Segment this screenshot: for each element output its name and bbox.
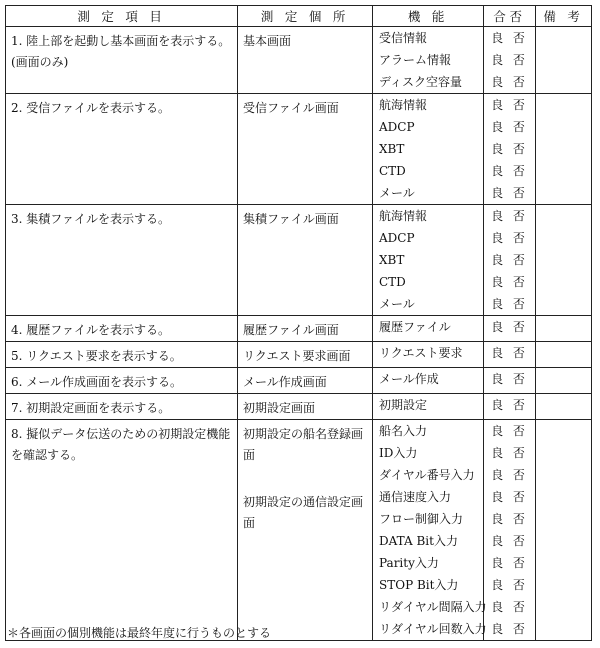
item-cell (6, 368, 238, 394)
function-item: ADCP (379, 120, 415, 134)
pass-fail-mark: 良 否 (491, 120, 528, 134)
pass-fail-cell (484, 368, 536, 394)
header-row (6, 6, 592, 27)
pass-fail-mark: 良 否 (491, 622, 528, 636)
function-item: 初期設定 (379, 398, 428, 412)
function-item: CTD (379, 275, 406, 289)
item-cell (6, 342, 238, 368)
function-item: リダイヤル間隔入力 (379, 600, 487, 614)
table-row (6, 368, 592, 394)
function-item: XBT (379, 142, 405, 156)
pass-fail-mark: 良 否 (491, 209, 528, 223)
location-text: 集積ファイル画面 (243, 212, 339, 226)
function-cell (373, 316, 484, 342)
pass-fail-mark: 良 否 (491, 600, 528, 614)
pass-fail-cell (484, 205, 536, 316)
inspection-table (5, 5, 592, 641)
location-cell (238, 394, 373, 420)
pass-fail-mark: 良 否 (491, 297, 528, 311)
function-item: DATA Bit入力 (379, 534, 458, 548)
remarks-cell (536, 420, 592, 641)
pass-fail-mark: 良 否 (491, 512, 528, 526)
pass-fail-mark: 良 否 (491, 31, 528, 45)
pass-fail-mark: 良 否 (491, 320, 528, 334)
item-text: 8. 擬似データ伝送のための初期設定機能を確認する。 (11, 427, 231, 462)
function-item: CTD (379, 164, 406, 178)
function-item: アラーム情報 (379, 53, 452, 67)
location-cell (238, 368, 373, 394)
pass-fail-mark: 良 否 (491, 75, 528, 89)
table-row (6, 342, 592, 368)
pass-fail-cell (484, 342, 536, 368)
pass-fail-mark: 良 否 (491, 398, 528, 412)
item-cell (6, 94, 238, 205)
function-cell (373, 368, 484, 394)
remarks-cell (536, 316, 592, 342)
pass-fail-mark: 良 否 (491, 186, 528, 200)
location-cell (238, 27, 373, 94)
header-item: 測 定 項 目 (6, 6, 238, 27)
pass-fail-mark: 良 否 (491, 446, 528, 460)
location-cell (238, 205, 373, 316)
remarks-cell (536, 394, 592, 420)
pass-fail-mark: 良 否 (491, 98, 528, 112)
item-text: 3. 集積ファイルを表示する。 (11, 212, 171, 226)
pass-fail-mark: 良 否 (491, 468, 528, 482)
header-pass-fail: 合否 (484, 6, 536, 27)
pass-fail-cell (484, 316, 536, 342)
item-text: 6. メール作成画面を表示する。 (11, 375, 183, 389)
location-text: 受信ファイル画面 (243, 101, 339, 115)
remarks-cell (536, 342, 592, 368)
pass-fail-mark: 良 否 (491, 231, 528, 245)
remarks-cell (536, 368, 592, 394)
table-row (6, 27, 592, 94)
location-text: メール作成画面 (243, 375, 327, 389)
function-cell (373, 420, 487, 641)
item-cell (6, 27, 238, 94)
header-location: 測 定 個 所 (238, 6, 373, 27)
pass-fail-mark: 良 否 (491, 164, 528, 178)
pass-fail-mark: 良 否 (491, 424, 528, 438)
table-row (6, 94, 592, 205)
table-body (6, 27, 592, 641)
pass-fail-cell (484, 420, 536, 641)
table-row (6, 316, 592, 342)
pass-fail-mark: 良 否 (491, 346, 528, 360)
pass-fail-mark: 良 否 (491, 142, 528, 156)
item-text: 1. 陸上部を起動し基本画面を表示する。(画面のみ) (11, 34, 231, 69)
pass-fail-mark: 良 否 (491, 53, 528, 67)
item-text: 5. リクエスト要求を表示する。 (11, 349, 182, 363)
pass-fail-mark: 良 否 (491, 253, 528, 267)
remarks-cell (536, 27, 592, 94)
table-row (6, 205, 592, 316)
function-cell (373, 205, 484, 316)
function-item: 履歴ファイル (379, 320, 451, 334)
pass-fail-mark: 良 否 (491, 534, 528, 548)
header-function: 機 能 (373, 6, 484, 27)
function-item: リダイヤル回数入力 (379, 622, 487, 636)
location-text: 初期設定画面 (243, 401, 316, 415)
function-cell (373, 27, 484, 94)
pass-fail-mark: 良 否 (491, 556, 528, 570)
item-text: 4. 履歴ファイルを表示する。 (11, 323, 171, 337)
location-text: 初期設定の船名登録画面 (243, 427, 364, 462)
item-cell (6, 316, 238, 342)
item-cell (6, 394, 238, 420)
function-cell (373, 342, 484, 368)
function-item: リクエスト要求 (379, 346, 463, 360)
pass-fail-cell (484, 394, 536, 420)
pass-fail-mark: 良 否 (491, 490, 528, 504)
location-text: 履歴ファイル画面 (243, 323, 339, 337)
function-item: Parity入力 (379, 556, 439, 570)
pass-fail-cell (484, 94, 536, 205)
function-item: ダイヤル番号入力 (379, 468, 475, 482)
location-cell (238, 420, 373, 641)
pass-fail-cell (484, 27, 536, 94)
remarks-cell (536, 205, 592, 316)
function-item: メール (379, 297, 415, 311)
pass-fail-mark: 良 否 (491, 372, 528, 386)
location-cell (238, 342, 373, 368)
item-text: 7. 初期設定画面を表示する。 (11, 401, 171, 415)
function-item: ディスク空容量 (379, 75, 463, 89)
pass-fail-mark: 良 否 (491, 578, 528, 592)
item-cell (6, 205, 238, 316)
item-text: 2. 受信ファイルを表示する。 (11, 101, 171, 115)
location-cell (238, 316, 373, 342)
header-remarks: 備 考 (536, 6, 592, 27)
function-cell (373, 94, 484, 205)
location-text-2: 初期設定の通信設定画面 (243, 495, 364, 530)
function-item: ID入力 (379, 446, 418, 460)
remarks-cell (536, 94, 592, 205)
footnote: ＊各画面の個別機能は最終年度に行うものとする (7, 626, 272, 640)
location-text: 基本画面 (243, 34, 292, 48)
function-cell (373, 394, 484, 420)
location-text: リクエスト要求画面 (243, 349, 351, 363)
function-item: 航海情報 (379, 98, 428, 112)
function-item: 船名入力 (379, 424, 428, 438)
function-item: メール作成 (379, 372, 439, 386)
function-item: ADCP (379, 231, 415, 245)
function-item: 受信情報 (379, 31, 428, 45)
function-item: フロー制御入力 (379, 512, 464, 526)
table-row (6, 420, 592, 641)
function-item: 通信速度入力 (379, 490, 452, 504)
function-item: XBT (379, 253, 405, 267)
function-item: STOP Bit入力 (379, 578, 459, 592)
function-item: 航海情報 (379, 209, 428, 223)
location-cell (238, 94, 373, 205)
pass-fail-mark: 良 否 (491, 275, 528, 289)
function-item: メール (379, 186, 415, 200)
table-row (6, 394, 592, 420)
item-cell (6, 420, 238, 641)
